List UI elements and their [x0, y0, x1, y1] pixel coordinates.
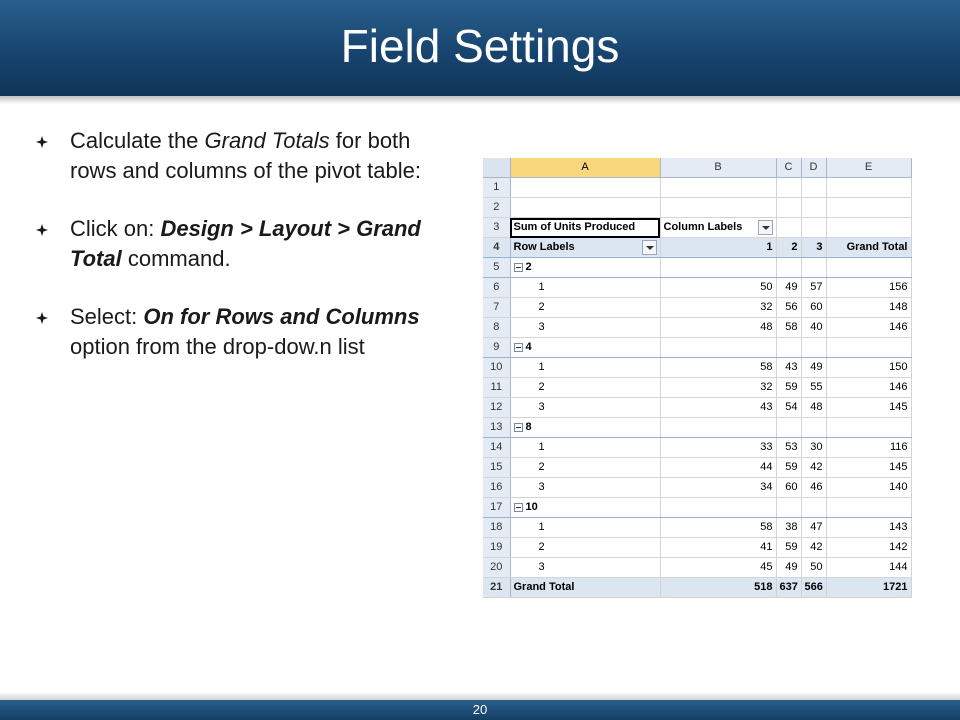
group-label-cell	[510, 498, 660, 518]
value-cell: 60	[801, 298, 826, 318]
value-cell: 32	[660, 378, 776, 398]
value-cell: 42	[801, 538, 826, 558]
sheet-row	[483, 538, 911, 558]
row-total-cell: 142	[826, 538, 911, 558]
sheet-row	[483, 278, 911, 298]
row-number: 12	[483, 398, 510, 418]
cell	[826, 418, 911, 438]
bullet-item	[36, 302, 446, 362]
bullet-text-part: Design > Layout > Grand Total	[70, 216, 421, 271]
row-total-cell: 145	[826, 398, 911, 418]
row-number: 6	[483, 278, 510, 298]
row-number: 3	[483, 218, 510, 238]
group-label-cell	[510, 338, 660, 358]
row-number: 11	[483, 378, 510, 398]
cell	[660, 338, 776, 358]
bullet-item	[36, 214, 446, 274]
row-total-cell: 146	[826, 378, 911, 398]
cell	[801, 418, 826, 438]
value-cell: 48	[801, 398, 826, 418]
sheet-row	[483, 398, 911, 418]
row-total-cell: 144	[826, 558, 911, 578]
row-number: 14	[483, 438, 510, 458]
bullet-text	[70, 214, 446, 274]
row-number: 7	[483, 298, 510, 318]
row-number: 1	[483, 178, 510, 198]
value-cell: 33	[660, 438, 776, 458]
row-number: 15	[483, 458, 510, 478]
row-number: 17	[483, 498, 510, 518]
group-label-cell	[510, 258, 660, 278]
cell	[801, 498, 826, 518]
row-number: 13	[483, 418, 510, 438]
row-number: 9	[483, 338, 510, 358]
group-key: 2	[525, 261, 532, 273]
row-total-cell: 145	[826, 458, 911, 478]
row-labels-text: Row Labels	[513, 241, 575, 253]
grand-total-value: 637	[776, 578, 801, 598]
collapse-icon[interactable]	[514, 503, 523, 512]
row-number: 8	[483, 318, 510, 338]
sheet-row	[483, 238, 911, 258]
bullet-text-part: Calculate the	[70, 128, 205, 153]
cell	[801, 178, 826, 198]
pivot-title-cell: Sum of Units Produced	[510, 218, 660, 238]
cell	[776, 418, 801, 438]
sheet-row	[483, 498, 911, 518]
row-label: 3	[510, 318, 660, 338]
sheet-row	[483, 338, 911, 358]
value-cell: 34	[660, 478, 776, 498]
sheet-row	[483, 358, 911, 378]
row-number: 20	[483, 558, 510, 578]
collapse-icon[interactable]	[514, 263, 523, 272]
row-number: 4	[483, 238, 510, 258]
bullet-text-part: Select:	[70, 304, 144, 329]
value-cell: 57	[801, 278, 826, 298]
spreadsheet-screenshot	[483, 158, 911, 599]
bullet-text-part: On for Rows and Columns	[143, 304, 420, 329]
row-label: 1	[510, 358, 660, 378]
diamond-bullet-icon	[36, 224, 48, 236]
sheet-row	[483, 258, 911, 278]
bullet-list	[36, 126, 446, 390]
row-labels-cell	[510, 238, 660, 258]
cell	[826, 258, 911, 278]
row-total-cell: 156	[826, 278, 911, 298]
footer-shadow	[0, 692, 960, 700]
value-cell: 59	[776, 538, 801, 558]
sheet-row	[483, 178, 911, 198]
column-labels-text: Column Labels	[663, 221, 743, 233]
value-cell: 30	[801, 438, 826, 458]
collapse-icon[interactable]	[514, 343, 523, 352]
column-header-d: D	[801, 158, 826, 178]
bullet-item	[36, 126, 446, 186]
column-header-row	[483, 158, 911, 178]
grand-total-header: Grand Total	[826, 238, 911, 258]
slide-title: Field Settings	[340, 20, 620, 72]
cell	[776, 338, 801, 358]
row-number: 21	[483, 578, 510, 598]
row-label: 1	[510, 518, 660, 538]
page-number: 20	[472, 702, 488, 717]
sheet-row	[483, 458, 911, 478]
cell	[826, 338, 911, 358]
header-shadow	[0, 96, 960, 104]
value-cell: 55	[801, 378, 826, 398]
value-cell: 53	[776, 438, 801, 458]
cell	[660, 178, 776, 198]
column-labels-dropdown-icon[interactable]	[758, 220, 773, 235]
cell	[510, 198, 660, 218]
sheet-row	[483, 298, 911, 318]
sheet-row	[483, 478, 911, 498]
cell	[660, 498, 776, 518]
value-cell: 49	[801, 358, 826, 378]
cell	[776, 178, 801, 198]
column-labels-cell	[660, 218, 776, 238]
value-cell: 32	[660, 298, 776, 318]
bullet-text	[70, 126, 446, 186]
value-cell: 40	[801, 318, 826, 338]
value-cell: 60	[776, 478, 801, 498]
diamond-bullet-icon	[36, 136, 48, 148]
cell	[826, 498, 911, 518]
column-header-c: C	[776, 158, 801, 178]
bullet-text-part: option from the drop-dow.n list	[70, 334, 365, 359]
cell	[660, 258, 776, 278]
row-label: 2	[510, 538, 660, 558]
cell	[801, 258, 826, 278]
sheet-row	[483, 438, 911, 458]
bullet-text-part: Click on:	[70, 216, 161, 241]
group-key: 8	[525, 421, 532, 433]
sheet-row	[483, 218, 911, 238]
value-cell: 43	[660, 398, 776, 418]
group-label-cell	[510, 418, 660, 438]
diamond-bullet-icon	[36, 312, 48, 324]
value-cell: 43	[776, 358, 801, 378]
row-total-cell: 143	[826, 518, 911, 538]
value-cell: 56	[776, 298, 801, 318]
cell	[801, 338, 826, 358]
value-cell: 42	[801, 458, 826, 478]
sheet-row	[483, 318, 911, 338]
cell	[826, 198, 911, 218]
row-label: 3	[510, 558, 660, 578]
bullet-text-part: Grand Totals	[204, 128, 330, 153]
sheet-row	[483, 418, 911, 438]
cell	[776, 498, 801, 518]
col-key-cell: 2	[776, 238, 801, 258]
row-total-cell: 148	[826, 298, 911, 318]
row-total-cell: 150	[826, 358, 911, 378]
value-cell: 50	[801, 558, 826, 578]
bullet-text	[70, 302, 446, 362]
row-number: 2	[483, 198, 510, 218]
grand-total-label: Grand Total	[510, 578, 660, 598]
sheet-row	[483, 378, 911, 398]
cell	[510, 178, 660, 198]
value-cell: 48	[660, 318, 776, 338]
row-label: 3	[510, 398, 660, 418]
cell	[776, 218, 801, 238]
value-cell: 49	[776, 558, 801, 578]
row-label: 3	[510, 478, 660, 498]
cell	[826, 178, 911, 198]
sheet-row	[483, 518, 911, 538]
group-key: 4	[525, 341, 532, 353]
row-labels-dropdown-icon[interactable]	[642, 240, 657, 255]
row-label: 2	[510, 458, 660, 478]
row-total-cell: 140	[826, 478, 911, 498]
row-label: 2	[510, 378, 660, 398]
collapse-icon[interactable]	[514, 423, 523, 432]
value-cell: 58	[660, 518, 776, 538]
sheet-row	[483, 198, 911, 218]
value-cell: 54	[776, 398, 801, 418]
row-label: 1	[510, 438, 660, 458]
value-cell: 58	[776, 318, 801, 338]
value-cell: 44	[660, 458, 776, 478]
cell	[776, 258, 801, 278]
bullet-text-part: command.	[121, 246, 231, 271]
row-total-cell: 146	[826, 318, 911, 338]
value-cell: 47	[801, 518, 826, 538]
cell	[776, 198, 801, 218]
slide-header	[0, 0, 960, 96]
col-key-cell: 1	[660, 238, 776, 258]
group-key: 10	[525, 501, 538, 513]
cell	[660, 418, 776, 438]
value-cell: 59	[776, 458, 801, 478]
value-cell: 50	[660, 278, 776, 298]
cell	[801, 198, 826, 218]
sheet-row	[483, 558, 911, 578]
cell	[801, 218, 826, 238]
grand-total-value: 566	[801, 578, 826, 598]
row-number: 19	[483, 538, 510, 558]
row-number: 10	[483, 358, 510, 378]
column-header-e: E	[826, 158, 911, 178]
column-header-b: B	[660, 158, 776, 178]
select-all-corner	[483, 158, 510, 178]
value-cell: 49	[776, 278, 801, 298]
column-header-a: A	[510, 158, 660, 178]
row-label: 2	[510, 298, 660, 318]
row-number: 18	[483, 518, 510, 538]
value-cell: 58	[660, 358, 776, 378]
bullet-text-part: for both rows and columns of the pivot table:	[70, 128, 421, 183]
value-cell: 46	[801, 478, 826, 498]
value-cell: 59	[776, 378, 801, 398]
grand-total-value: 518	[660, 578, 776, 598]
value-cell: 41	[660, 538, 776, 558]
col-key-cell: 3	[801, 238, 826, 258]
cell	[826, 218, 911, 238]
row-total-cell: 116	[826, 438, 911, 458]
row-label: 1	[510, 278, 660, 298]
row-number: 16	[483, 478, 510, 498]
slide-footer	[0, 700, 960, 720]
sheet-row	[483, 578, 911, 598]
cell	[660, 198, 776, 218]
grand-total-value: 1721	[826, 578, 911, 598]
row-number: 5	[483, 258, 510, 278]
value-cell: 45	[660, 558, 776, 578]
value-cell: 38	[776, 518, 801, 538]
